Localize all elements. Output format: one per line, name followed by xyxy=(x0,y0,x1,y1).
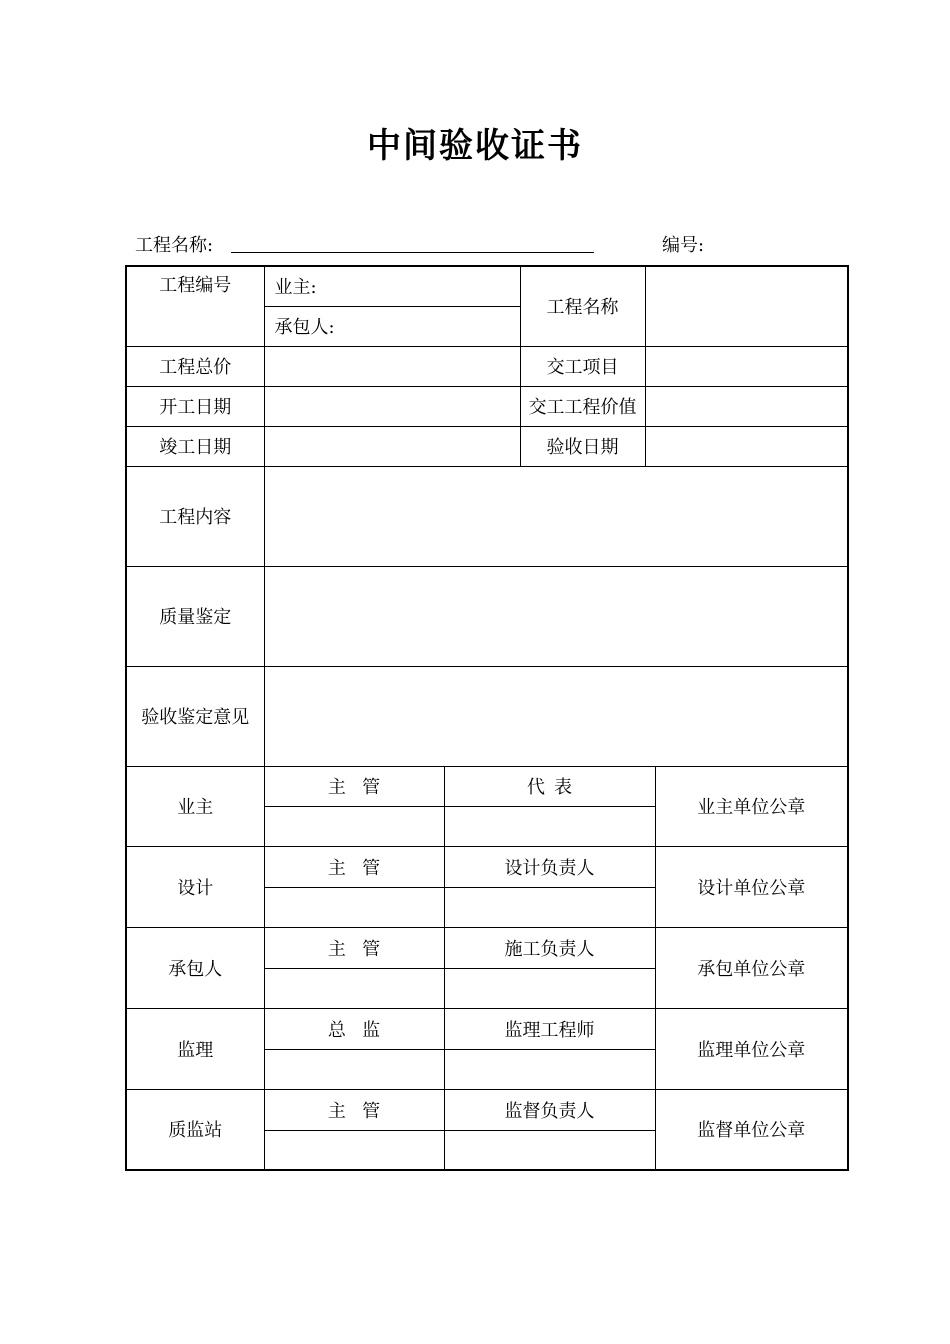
sig-owner-col2: 代表 xyxy=(444,766,655,806)
sig-quality-station-col2: 监督负责人 xyxy=(444,1089,655,1130)
sig-owner-col1: 主管 xyxy=(264,766,444,806)
sig-design-col1-sign[interactable] xyxy=(264,887,444,927)
project-name-value[interactable] xyxy=(645,266,848,346)
owner-label[interactable]: 业主: xyxy=(264,266,520,306)
sig-contractor-col1-sign[interactable] xyxy=(264,968,444,1008)
sig-owner-col1-sign[interactable] xyxy=(264,806,444,846)
opinion-value[interactable] xyxy=(264,666,848,766)
sig-design-col1: 主管 xyxy=(264,846,444,887)
sig-quality-station-col1-sign[interactable] xyxy=(264,1130,444,1170)
sig-supervisor-col2: 监理工程师 xyxy=(444,1008,655,1049)
contractor-label[interactable]: 承包人: xyxy=(264,306,520,346)
acceptance-date-label: 验收日期 xyxy=(520,426,645,466)
total-price-label: 工程总价 xyxy=(126,346,264,386)
end-date-value[interactable] xyxy=(264,426,520,466)
sig-party-design: 设计 xyxy=(126,846,264,927)
end-date-label: 竣工日期 xyxy=(126,426,264,466)
project-no-label: 工程编号 xyxy=(126,266,264,346)
sig-party-quality-station: 质监站 xyxy=(126,1089,264,1170)
sig-party-contractor: 承包人 xyxy=(126,927,264,1008)
content-value[interactable] xyxy=(264,466,848,566)
sig-supervisor-col1: 总监 xyxy=(264,1008,444,1049)
project-name-field[interactable] xyxy=(231,252,594,253)
handover-item-value[interactable] xyxy=(645,346,848,386)
handover-value-label: 交工工程价值 xyxy=(520,386,645,426)
sig-design-col2: 设计负责人 xyxy=(444,846,655,887)
quality-value[interactable] xyxy=(264,566,848,666)
opinion-label: 验收鉴定意见 xyxy=(126,666,264,766)
sig-quality-station-col1: 主管 xyxy=(264,1089,444,1130)
start-date-value[interactable] xyxy=(264,386,520,426)
acceptance-date-value[interactable] xyxy=(645,426,848,466)
document-title: 中间验收证书 xyxy=(367,126,583,166)
total-price-value[interactable] xyxy=(264,346,520,386)
sig-party-supervisor: 监理 xyxy=(126,1008,264,1089)
sig-owner-seal: 业主单位公章 xyxy=(655,766,848,846)
project-name-label: 工程名称: xyxy=(135,235,214,256)
content-label: 工程内容 xyxy=(126,466,264,566)
start-date-label: 开工日期 xyxy=(126,386,264,426)
sig-quality-station-seal: 监督单位公章 xyxy=(655,1089,848,1170)
project-name-cell-label: 工程名称 xyxy=(520,266,645,346)
handover-value-value[interactable] xyxy=(645,386,848,426)
quality-label: 质量鉴定 xyxy=(126,566,264,666)
sig-supervisor-col2-sign[interactable] xyxy=(444,1049,655,1089)
sig-party-owner: 业主 xyxy=(126,766,264,846)
sig-design-col2-sign[interactable] xyxy=(444,887,655,927)
sig-contractor-seal: 承包单位公章 xyxy=(655,927,848,1008)
sig-contractor-col1: 主管 xyxy=(264,927,444,968)
sig-contractor-col2-sign[interactable] xyxy=(444,968,655,1008)
sig-supervisor-col1-sign[interactable] xyxy=(264,1049,444,1089)
sig-supervisor-seal: 监理单位公章 xyxy=(655,1008,848,1089)
number-label: 编号: xyxy=(662,235,705,256)
sig-owner-col2-sign[interactable] xyxy=(444,806,655,846)
sig-contractor-col2: 施工负责人 xyxy=(444,927,655,968)
certificate-table xyxy=(125,265,849,1171)
handover-item-label: 交工项目 xyxy=(520,346,645,386)
sig-design-seal: 设计单位公章 xyxy=(655,846,848,927)
sig-quality-station-col2-sign[interactable] xyxy=(444,1130,655,1170)
